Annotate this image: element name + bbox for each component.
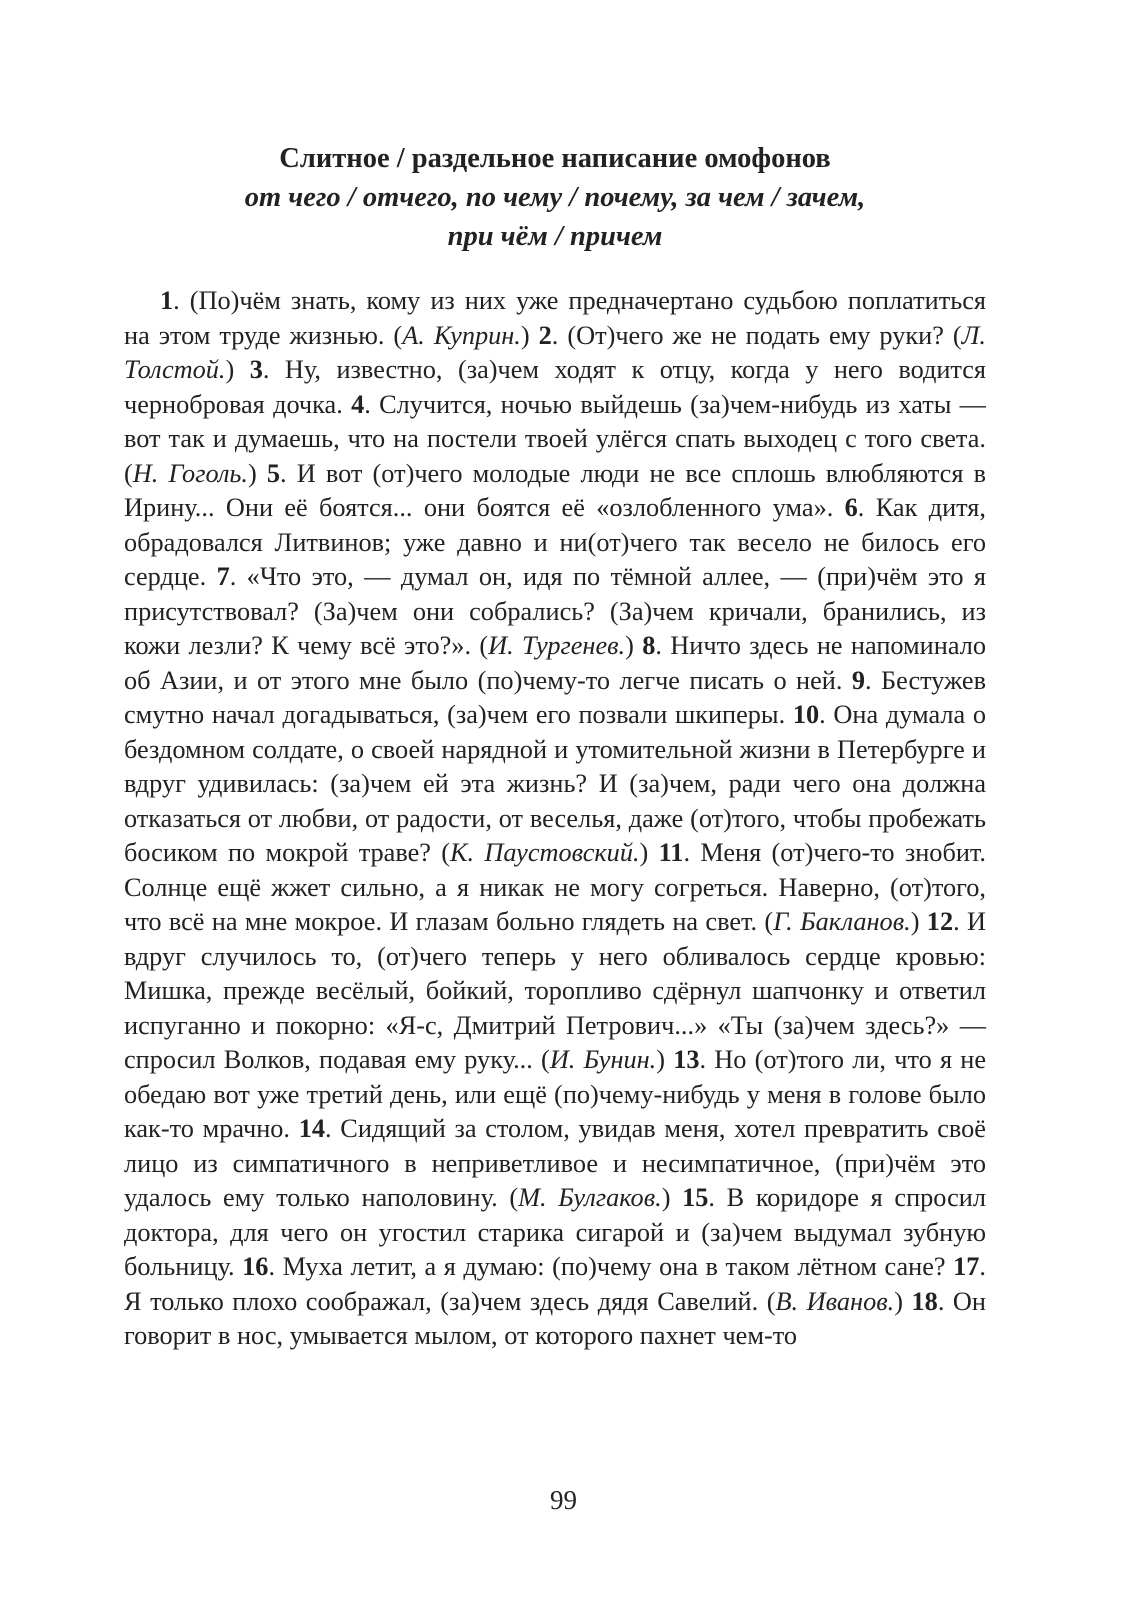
sentence-text: ) (225, 355, 250, 384)
page-number: 99 (550, 1485, 577, 1515)
sentence-text: . Бестужев смутно начал догадываться, (за)чем его позвали шкиперы. (124, 665, 986, 729)
sentence-number: 6 (844, 493, 858, 522)
sentence-text: . И вот (от)чего молодые люди не все сплошь влюбляются в Ирину... Они её боятся... они боятся её «озлобленного ума». (124, 458, 986, 522)
author-citation: А. Куприн. (402, 320, 521, 350)
sentence-text: ) (520, 320, 539, 350)
sentence-text: . (По)чём знать, кому из них уже предначертано судьбою поплатиться на этом труде жизнью. ( (124, 286, 986, 350)
sentence-number: 12 (926, 907, 954, 936)
sentence-number: 14 (298, 1114, 326, 1143)
sentence-text: . Но (от)того ли, что я не обедаю вот уже третий день, или ещё (по)чему-нибудь у меня в голове было как-то мрачно. (124, 1045, 986, 1143)
sentence-text: ) (656, 1045, 674, 1074)
sentence-text: ) (247, 458, 267, 488)
sentence-number: 10 (792, 700, 820, 729)
heading-title: Слитное / раздельное написание омофонов (279, 143, 831, 174)
sentence-text: . Как дитя, обрадовался Литвинов; уже давно и ни(от)чего так весело не билось его сердце. (124, 493, 986, 591)
sentence-text: . Я только плохо соображал, (за)чем здесь дядя Савелий. ( (124, 1252, 986, 1316)
sentence-text: ) (639, 838, 659, 867)
sentence-text: . Он говорит в нос, умывается мылом, от которого пахнет чем-то (124, 1286, 986, 1350)
sentence-text: ) (625, 631, 643, 660)
sentence-number: 17 (953, 1252, 980, 1281)
sentence-number: 4 (351, 389, 365, 419)
author-citation: Г. Бакланов. (773, 907, 911, 936)
exercise-paragraph (124, 284, 986, 1354)
sentence-number: 11 (658, 838, 684, 867)
author-citation: Н. Гоголь. (132, 458, 248, 488)
sentence-number: 2 (538, 320, 552, 350)
heading-subtitle-line-1: от чего / отчего, по чему / почему, за чем / зачем, (244, 182, 866, 213)
sentence-text: . Меня (от)чего-то знобит. Солнце ещё жжет сильно, а я никак не могу согреться. Наверно, (от)того, что всё на мне мокрое. И глазам больно глядеть на свет. ( (124, 838, 986, 936)
sentence-number: 8 (642, 631, 656, 660)
author-citation: М. Булгаков. (518, 1183, 662, 1212)
sentence-text: . Она думала о бездомном солдате, о своей нарядной и утомительной жизни в Петербурге и вдруг удивилась: (за)чем ей эта жизнь? И (за)чем, ради чего она должна отказаться от любви, от радости, от веселья, даже (от)того, чтобы пробежать босиком по мокрой траве? ( (124, 700, 986, 867)
author-citation: К. Паустовский. (450, 838, 640, 867)
section-heading (124, 139, 986, 256)
sentence-text: . Ничто здесь не напоминало об Азии, и от этого мне было (по)чему-то легче писать о ней. (124, 631, 986, 695)
sentence-number: 13 (673, 1045, 700, 1074)
sentence-text: ) (910, 907, 927, 936)
sentence-number: 15 (682, 1183, 709, 1212)
sentence-text: . Ну, известно, (за)чем ходят к отцу, когда у него водится чернобровая дочка. (124, 355, 986, 419)
author-citation: И. Тургенев. (488, 631, 626, 660)
sentence-number: 7 (216, 562, 230, 591)
sentence-text: . (От)чего же не подать ему руки? ( (551, 320, 962, 350)
sentence-text: . «Что это, — думал он, идя по тёмной аллее, — (при)чём это я присутствовал? (За)чем они собрались? (За)чем кричали, бранились, из кожи лезли? К чему всё это?». ( (124, 562, 986, 660)
heading-subtitle-line-2: при чём / причем (447, 221, 663, 252)
sentence-number: 1 (160, 286, 174, 315)
sentence-text: . В коридоре я спросил доктора, для чего он угостил старика сигарой и (за)чем выдумал зубную больницу. (124, 1183, 986, 1281)
sentence-text: ) (894, 1286, 912, 1316)
sentence-number: 9 (851, 665, 866, 695)
sentence-number: 5 (266, 458, 281, 488)
sentence-number: 18 (911, 1286, 938, 1316)
author-citation: И. Бунин. (549, 1045, 657, 1074)
author-citation: Л. Толстой. (124, 320, 986, 384)
sentence-text: . Случится, ночью выйдешь (за)чем-нибудь из хаты — вот так и думаешь, что на постели твоей улёгся спать выходец с того света. ( (124, 389, 986, 488)
sentence-number: 3 (249, 355, 263, 384)
sentence-number: 16 (242, 1252, 269, 1281)
sentence-text: . Муха летит, а я думаю: (по)чему она в таком лётном сане? (268, 1252, 954, 1281)
sentence-text: . Сидящий за столом, увидав меня, хотел превратить своё лицо из симпатичного в неприветливое и несимпатичное, (при)чём это удалось ему только наполовину. ( (124, 1114, 986, 1212)
author-citation: В. Иванов. (775, 1286, 895, 1316)
sentence-text: ) (661, 1183, 683, 1212)
sentence-text: . И вдруг случилось то, (от)чего теперь у него обливалось сердце кровью: Мишка, прежде весёлый, бойкий, торопливо сдёрнул шапчонку и ответил испуганно и покорно: «Я-с, Дмитрий Петрович...» «Ты (за)чем здесь?» — спросил Волков, подавая ему руку... ( (124, 907, 986, 1074)
